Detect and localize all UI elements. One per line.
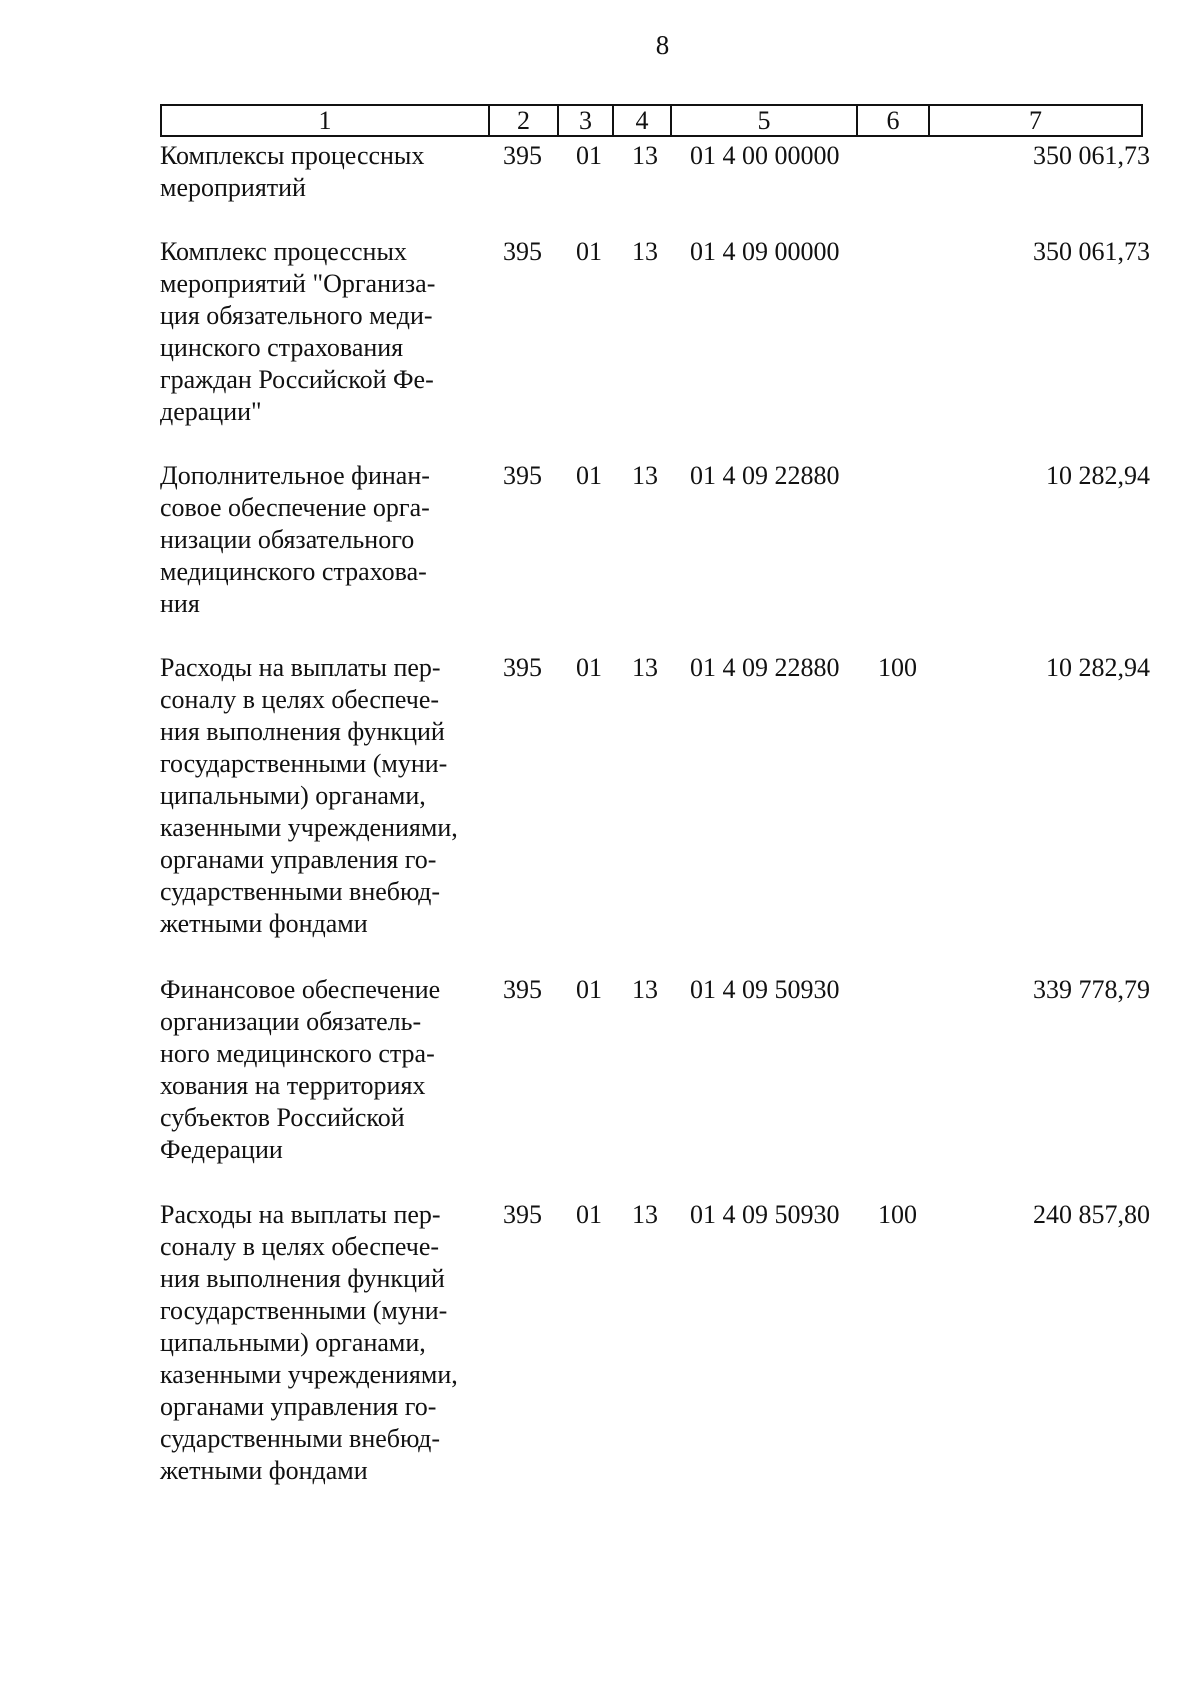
row-col-3: 01 bbox=[576, 975, 602, 1004]
row-col-6: 100 bbox=[878, 1200, 917, 1229]
row-col-6: 100 bbox=[878, 653, 917, 682]
row-col-2: 395 bbox=[503, 237, 542, 266]
header-col-7: 7 bbox=[1029, 106, 1042, 135]
row-name: Комплексы процессных мероприятий bbox=[160, 141, 425, 202]
header-col-6: 6 bbox=[858, 106, 930, 135]
table-body bbox=[160, 140, 1150, 1499]
row-col-3: 01 bbox=[576, 141, 602, 170]
row-col-7: 10 282,94 bbox=[1046, 653, 1150, 682]
row-col-2: 395 bbox=[503, 461, 542, 490]
page-number: 8 bbox=[655, 30, 670, 60]
row-col-4: 13 bbox=[632, 1200, 658, 1229]
row-col-3: 01 bbox=[576, 1200, 602, 1229]
row-col-5: 01 4 09 22880 bbox=[690, 461, 840, 490]
header-col-2: 2 bbox=[490, 106, 559, 135]
row-col-7: 339 778,79 bbox=[1033, 975, 1150, 1004]
row-col-2: 395 bbox=[503, 975, 542, 1004]
row-name: Дополнительное финан- совое обеспечение орга- низации обязательного медицинского страхова- ния bbox=[160, 461, 430, 618]
row-col-4: 13 bbox=[632, 461, 658, 490]
header-col-5: 5 bbox=[672, 106, 858, 135]
row-col-3: 01 bbox=[576, 461, 602, 490]
table-row bbox=[160, 236, 1150, 460]
row-name: Комплекс процессных мероприятий "Организа- ция обязательного меди- цинского страхования граждан Российской Фе- дерации" bbox=[160, 237, 436, 426]
row-col-2: 395 bbox=[503, 653, 542, 682]
row-col-2: 395 bbox=[503, 141, 542, 170]
row-col-7: 350 061,73 bbox=[1033, 141, 1150, 170]
header-col-3: 3 bbox=[559, 106, 614, 135]
header-col-1: 1 bbox=[162, 106, 490, 135]
row-col-5: 01 4 09 22880 bbox=[690, 653, 840, 682]
header-col-4: 4 bbox=[614, 106, 672, 135]
table-header bbox=[160, 104, 1143, 137]
row-col-3: 01 bbox=[576, 653, 602, 682]
row-col-5: 01 4 09 50930 bbox=[690, 1200, 840, 1229]
row-col-5: 01 4 00 00000 bbox=[690, 141, 840, 170]
row-col-4: 13 bbox=[632, 975, 658, 1004]
row-col-4: 13 bbox=[632, 237, 658, 266]
table-row bbox=[160, 140, 1150, 236]
row-name: Финансовое обеспечение организации обязатель- ного медицинского стра- хования на территориях субъектов Российской Федерации bbox=[160, 975, 441, 1164]
row-name: Расходы на выплаты пер- соналу в целях обеспече- ния выполнения функций государственными (муни- ципальными) органами, казенными учреждениями, органами управления го- сударственными внебюд- жетными фондами bbox=[160, 1200, 458, 1485]
table-row bbox=[160, 652, 1150, 974]
row-col-5: 01 4 09 00000 bbox=[690, 237, 840, 266]
table-row bbox=[160, 460, 1150, 652]
row-name: Расходы на выплаты пер- соналу в целях обеспече- ния выполнения функций государственными (муни- ципальными) органами, казенными учреждениями, органами управления го- сударственными внебюд- жетными фондами bbox=[160, 653, 458, 938]
row-col-4: 13 bbox=[632, 653, 658, 682]
row-col-7: 10 282,94 bbox=[1046, 461, 1150, 490]
row-col-3: 01 bbox=[576, 237, 602, 266]
row-col-7: 240 857,80 bbox=[1033, 1200, 1150, 1229]
row-col-7: 350 061,73 bbox=[1033, 237, 1150, 266]
row-col-2: 395 bbox=[503, 1200, 542, 1229]
row-col-5: 01 4 09 50930 bbox=[690, 975, 840, 1004]
row-col-4: 13 bbox=[632, 141, 658, 170]
table-row bbox=[160, 1199, 1150, 1499]
table-row bbox=[160, 974, 1150, 1199]
